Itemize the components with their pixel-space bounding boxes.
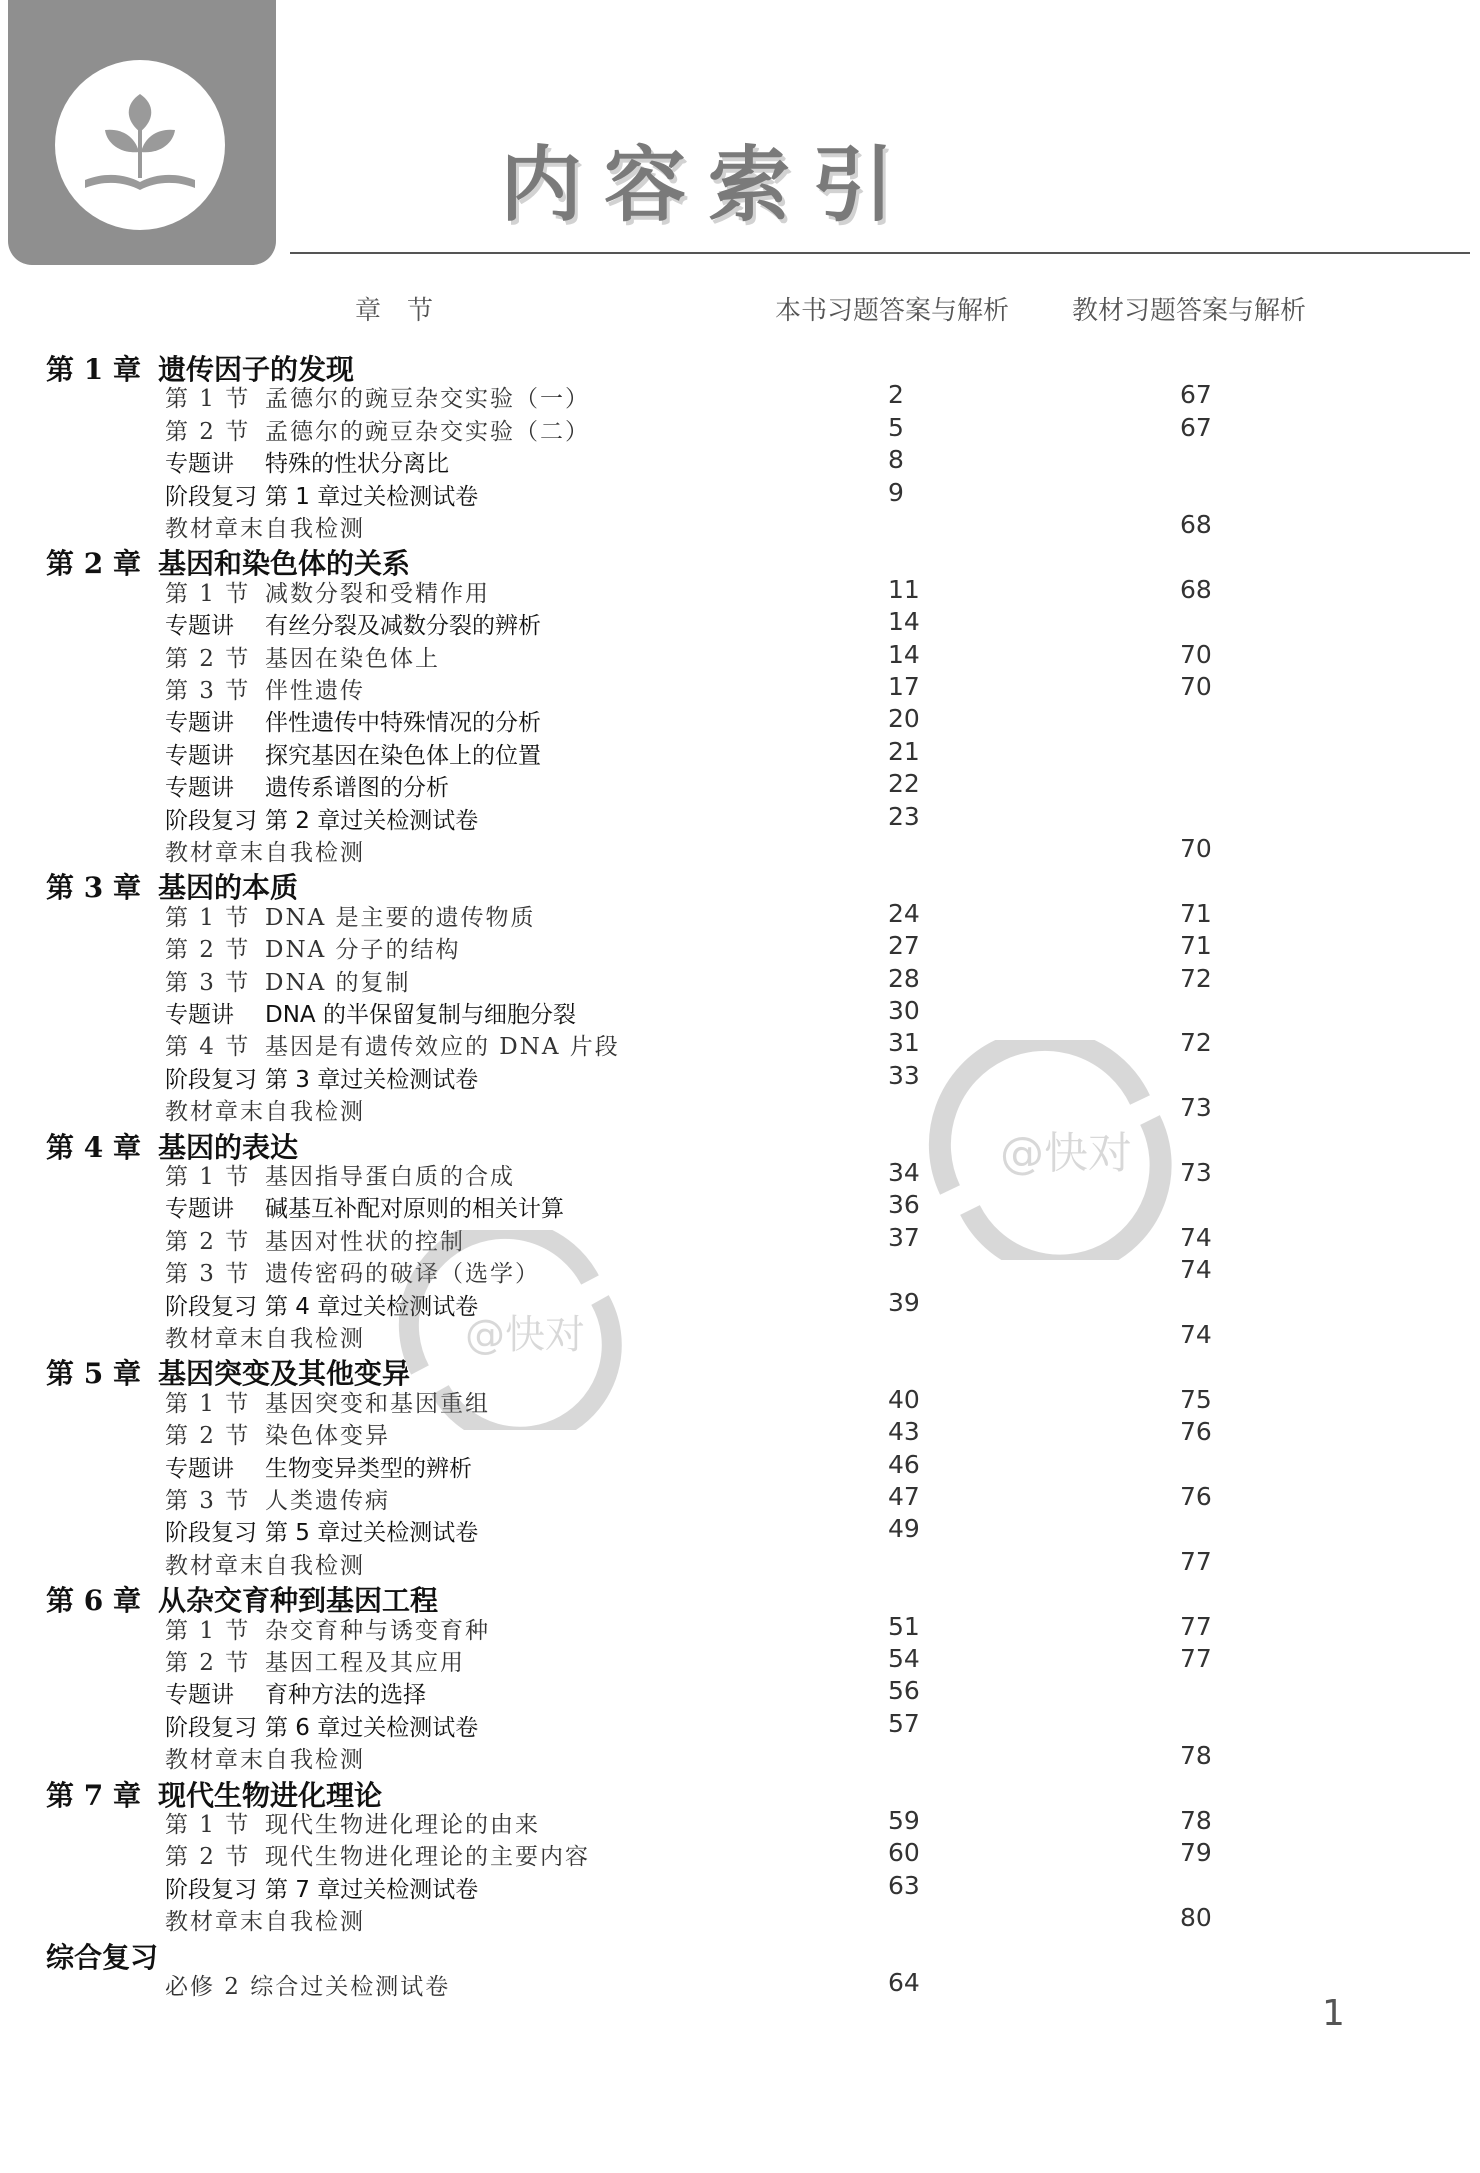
entry-label [165,769,449,802]
book-answer-page: 46 [888,1450,920,1479]
section-prefix: 专题讲 [165,743,234,769]
section-title: 基因指导蛋白质的合成 [265,1164,515,1190]
entry-label [165,737,541,770]
textbook-answer-page: 74 [1180,1320,1212,1349]
chapter-number: 第 5 章 [46,1357,141,1390]
section-prefix: 第 2 节 [165,937,251,963]
entry-label [165,1320,365,1353]
entry-label [165,1676,426,1709]
textbook-answer-page: 70 [1180,834,1212,863]
section-row [0,1644,1480,1676]
section-row [0,802,1480,834]
entry-label [165,1190,564,1223]
section-title: 孟德尔的豌豆杂交实验（一） [265,386,590,412]
entry-label [165,1741,365,1774]
book-answer-page: 2 [888,380,904,409]
section-row [0,1806,1480,1838]
book-answer-page: 28 [888,964,920,993]
textbook-answer-page: 73 [1180,1093,1212,1122]
entry-label [165,1709,478,1742]
watermark-text-2: @快对 [465,1312,585,1358]
section-row [0,996,1480,1028]
watermark-text: @快对 [1000,1128,1132,1179]
section-title: 基因在染色体上 [265,646,440,672]
section-row [0,899,1480,931]
section-prefix: 第 1 节 [165,1391,251,1417]
section-title: 伴性遗传中特殊情况的分析 [265,710,541,736]
section-row [0,413,1480,445]
book-answer-page: 24 [888,899,920,928]
section-title: 现代生物进化理论的主要内容 [265,1844,590,1870]
entry-label [165,1903,365,1936]
section-title: 第 4 章过关检测试卷 [265,1294,479,1320]
section-prefix: 阶段复习 [165,1294,257,1320]
section-row [0,672,1480,704]
textbook-answer-page: 70 [1180,640,1212,669]
entry-label [165,1028,620,1061]
textbook-answer-page: 75 [1180,1385,1212,1414]
section-prefix: 第 4 节 [165,1034,251,1060]
book-answer-page: 21 [888,737,920,766]
chapter-number: 第 3 章 [46,871,141,904]
chapter-title: 从杂交育种到基因工程 [158,1584,439,1617]
section-title: DNA 的复制 [265,970,411,996]
section-prefix: 专题讲 [165,1196,234,1222]
section-row [0,1450,1480,1482]
section-title: 基因突变和基因重组 [265,1391,490,1417]
title-divider [290,252,1470,254]
chapter-row [0,1774,1480,1812]
section-prefix: 第 2 节 [165,1423,251,1449]
section-title: 第 7 章过关检测试卷 [265,1877,479,1903]
section-title: 教材章末自我检测 [165,840,365,866]
textbook-answer-page: 78 [1180,1806,1212,1835]
textbook-answer-page: 74 [1180,1255,1212,1284]
section-title: DNA 是主要的遗传物质 [265,905,536,931]
section-row [0,1871,1480,1903]
page-number: 1 [1322,1993,1345,2034]
section-row [0,1158,1480,1190]
book-answer-page: 30 [888,996,920,1025]
section-row [0,737,1480,769]
section-row [0,380,1480,412]
section-row [0,1709,1480,1741]
section-title: 遗传密码的破译（选学） [265,1261,540,1287]
textbook-answer-page: 71 [1180,899,1212,928]
entry-label [165,1061,478,1094]
section-title: 第 1 章过关检测试卷 [265,484,479,510]
section-prefix: 第 2 节 [165,419,251,445]
chapter-row [0,1936,1480,1974]
section-title: 染色体变异 [265,1423,390,1449]
section-row [0,834,1480,866]
section-row [0,769,1480,801]
chapter-title: 基因和染色体的关系 [158,547,411,580]
section-row [0,1838,1480,1870]
section-row [0,931,1480,963]
entry-label [165,899,536,932]
section-title: 第 6 章过关检测试卷 [265,1715,479,1741]
book-answer-page: 14 [888,640,920,669]
column-header-textbook-answers: 教材习题答案与解析 [1072,296,1307,326]
textbook-answer-page: 72 [1180,964,1212,993]
section-prefix: 第 1 节 [165,581,251,607]
section-title: 教材章末自我检测 [165,516,365,542]
section-row [0,1255,1480,1287]
section-title: 减数分裂和受精作用 [265,581,490,607]
section-prefix: 第 3 节 [165,1261,251,1287]
section-row [0,1385,1480,1417]
textbook-answer-page: 71 [1180,931,1212,960]
section-prefix: 第 2 节 [165,1229,251,1255]
book-answer-page: 51 [888,1612,920,1641]
textbook-answer-page: 77 [1180,1612,1212,1641]
book-answer-page: 43 [888,1417,920,1446]
chapter-row [0,348,1480,386]
chapter-row [0,1579,1480,1617]
section-row [0,1223,1480,1255]
section-prefix: 专题讲 [165,1002,234,1028]
chapter-number: 第 7 章 [46,1779,141,1812]
section-prefix: 第 1 节 [165,1618,251,1644]
section-prefix: 专题讲 [165,1682,234,1708]
section-row [0,1514,1480,1546]
section-row [0,964,1480,996]
textbook-answer-page: 77 [1180,1547,1212,1576]
section-row [0,1903,1480,1935]
chapter-title: 遗传因子的发现 [158,353,355,386]
entry-label [165,834,365,867]
chapter-row [0,1352,1480,1390]
section-title: 有丝分裂及减数分裂的辨析 [265,613,541,639]
section-title: DNA 分子的结构 [265,937,461,963]
book-answer-page: 54 [888,1644,920,1673]
section-title: 育种方法的选择 [265,1682,426,1708]
section-prefix: 第 2 节 [165,1650,251,1676]
entry-label [165,1158,515,1191]
section-title: 基因对性状的控制 [265,1229,465,1255]
section-row [0,1547,1480,1579]
book-answer-page: 49 [888,1514,920,1543]
chapter-row [0,866,1480,904]
book-answer-page: 36 [888,1190,920,1219]
book-answer-page: 14 [888,607,920,636]
section-prefix: 专题讲 [165,710,234,736]
book-answer-page: 40 [888,1385,920,1414]
textbook-answer-page: 68 [1180,575,1212,604]
entry-label [165,1871,478,1904]
section-prefix: 第 3 节 [165,678,251,704]
entry-label [165,1482,390,1515]
textbook-answer-page: 77 [1180,1644,1212,1673]
book-answer-page: 39 [888,1288,920,1317]
textbook-answer-page: 70 [1180,672,1212,701]
book-answer-page: 47 [888,1482,920,1511]
section-prefix: 阶段复习 [165,1520,257,1546]
book-answer-page: 17 [888,672,920,701]
entry-label [165,413,590,446]
section-title: 教材章末自我检测 [165,1099,365,1125]
entry-label [165,672,365,705]
section-title: 探究基因在染色体上的位置 [265,743,541,769]
chapter-number: 第 1 章 [46,353,141,386]
page-title: 内容索引 [500,138,917,233]
section-row [0,1093,1480,1125]
section-title: 生物变异类型的辨析 [265,1456,472,1482]
section-title: 教材章末自我检测 [165,1909,365,1935]
book-answer-page: 60 [888,1838,920,1867]
chapter-title: 基因突变及其他变异 [158,1357,411,1390]
chapter-title: 综合复习 [46,1941,159,1974]
book-answer-page: 8 [888,445,904,474]
entry-label [165,704,541,737]
column-header-book-answers: 本书习题答案与解析 [775,296,1010,326]
book-answer-page: 9 [888,478,904,507]
section-title: 杂交育种与诱变育种 [265,1618,490,1644]
entry-label [165,640,440,673]
chapter-title: 基因的本质 [158,871,299,904]
section-title: 第 3 章过关检测试卷 [265,1067,479,1093]
entry-label [165,1514,478,1547]
section-prefix: 第 1 节 [165,386,251,412]
section-prefix: 第 2 节 [165,646,251,672]
textbook-answer-page: 72 [1180,1028,1212,1057]
textbook-answer-page: 76 [1180,1482,1212,1511]
entry-label [165,510,365,543]
chapter-row [0,542,1480,580]
book-answer-page: 59 [888,1806,920,1835]
section-row [0,607,1480,639]
section-title: 教材章末自我检测 [165,1747,365,1773]
section-row [0,1190,1480,1222]
section-row [0,1061,1480,1093]
section-prefix: 阶段复习 [165,1715,257,1741]
section-title: 碱基互补配对原则的相关计算 [265,1196,564,1222]
entry-label [165,607,541,640]
section-prefix: 第 1 节 [165,1164,251,1190]
entry-label [165,575,490,608]
section-title: 孟德尔的豌豆杂交实验（二） [265,419,590,445]
section-title: 第 5 章过关检测试卷 [265,1520,479,1546]
section-prefix: 专题讲 [165,613,234,639]
entry-label [165,445,449,478]
section-row [0,478,1480,510]
book-answer-page: 33 [888,1061,920,1090]
entry-label [165,478,478,511]
textbook-answer-page: 73 [1180,1158,1212,1187]
book-answer-page: 37 [888,1223,920,1252]
textbook-answer-page: 79 [1180,1838,1212,1867]
section-row [0,1320,1480,1352]
entry-label [165,996,576,1029]
section-prefix: 阶段复习 [165,1877,257,1903]
book-answer-page: 5 [888,413,904,442]
chapter-title: 基因的表达 [158,1131,299,1164]
watermark-stamp-icon-2 [395,1230,625,1430]
section-prefix: 阶段复习 [165,484,257,510]
section-prefix: 第 2 节 [165,1844,251,1870]
entry-label [165,1838,590,1871]
section-row [0,1741,1480,1773]
book-answer-page: 63 [888,1871,920,1900]
entry-label [165,380,590,413]
section-row [0,575,1480,607]
section-title: 基因是有遗传效应的 DNA 片段 [265,1034,620,1060]
entry-label [165,931,461,964]
section-row [0,1676,1480,1708]
section-title: 基因工程及其应用 [265,1650,465,1676]
book-answer-page: 31 [888,1028,920,1057]
section-prefix: 专题讲 [165,451,234,477]
section-row [0,1968,1480,2000]
chapter-row [0,1126,1480,1164]
section-prefix: 第 3 节 [165,1488,251,1514]
textbook-answer-page: 67 [1180,413,1212,442]
column-header-section: 章 节 [355,296,434,326]
textbook-answer-page: 68 [1180,510,1212,539]
entry-label [165,1644,465,1677]
section-title: 第 2 章过关检测试卷 [265,808,479,834]
chapter-number: 第 6 章 [46,1584,141,1617]
book-answer-page: 20 [888,704,920,733]
entry-label [165,1547,365,1580]
section-prefix: 阶段复习 [165,1067,257,1093]
section-row [0,445,1480,477]
section-row [0,510,1480,542]
section-row [0,704,1480,736]
chapter-number: 第 4 章 [46,1131,141,1164]
textbook-answer-page: 67 [1180,380,1212,409]
section-row [0,1288,1480,1320]
textbook-answer-page: 76 [1180,1417,1212,1446]
book-answer-page: 22 [888,769,920,798]
section-title: 伴性遗传 [265,678,365,704]
book-answer-page: 56 [888,1676,920,1705]
textbook-answer-page: 74 [1180,1223,1212,1252]
section-title: 人类遗传病 [265,1488,390,1514]
section-prefix: 阶段复习 [165,808,257,834]
section-title: DNA 的半保留复制与细胞分裂 [265,1002,576,1028]
entry-label [165,1806,540,1839]
section-row [0,1482,1480,1514]
section-row [0,1612,1480,1644]
entry-label [165,964,411,997]
chapter-title: 现代生物进化理论 [158,1779,383,1812]
section-row [0,1417,1480,1449]
book-answer-page: 11 [888,575,920,604]
section-title: 必修 2 综合过关检测试卷 [165,1974,451,2000]
section-prefix: 第 3 节 [165,970,251,996]
sprout-book-icon [55,60,225,230]
entry-label [165,1968,450,2001]
section-prefix: 专题讲 [165,1456,234,1482]
section-title: 现代生物进化理论的由来 [265,1812,540,1838]
entry-label [165,1450,472,1483]
section-row [0,1028,1480,1060]
textbook-answer-page: 78 [1180,1741,1212,1770]
book-answer-page: 57 [888,1709,920,1738]
section-prefix: 第 1 节 [165,905,251,931]
entry-label [165,1093,365,1126]
entry-label [165,1417,390,1450]
section-prefix: 专题讲 [165,775,234,801]
book-answer-page: 27 [888,931,920,960]
watermark-stamp-icon [920,1040,1180,1260]
book-answer-page: 23 [888,802,920,831]
entry-label [165,1612,490,1645]
section-row [0,640,1480,672]
chapter-number: 第 2 章 [46,547,141,580]
entry-label [165,802,478,835]
section-title: 遗传系谱图的分析 [265,775,449,801]
section-title: 教材章末自我检测 [165,1553,365,1579]
book-answer-page: 64 [888,1968,920,1997]
book-answer-page: 34 [888,1158,920,1187]
textbook-answer-page: 80 [1180,1903,1212,1932]
book-sprout-logo [55,60,225,230]
section-prefix: 第 1 节 [165,1812,251,1838]
section-title: 特殊的性状分离比 [265,451,449,477]
section-title: 教材章末自我检测 [165,1326,365,1352]
